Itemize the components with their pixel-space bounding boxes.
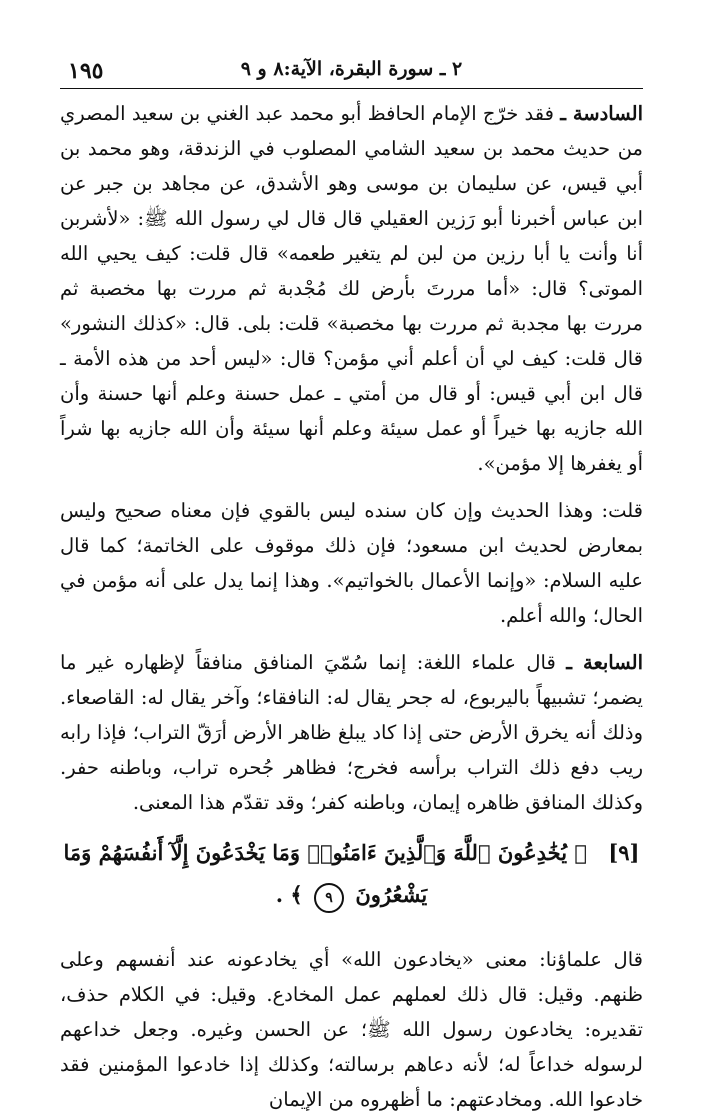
quran-verse	[60, 832, 643, 916]
ayah-marker-icon: ٩	[314, 883, 344, 913]
running-title: ٢ ـ سورة البقرة، الآية:٨ و ٩	[240, 58, 463, 80]
paragraph-seventh	[60, 645, 643, 820]
paragraph-text: فقد خرّج الإمام الحافظ أبو محمد عبد الغني بن سعيد المصري من حديث محمد بن سعيد الشامي المصلوب في الزندقة، وهو محمد بن أبي قيس، عن سليمان بن موسى وهو الأشدق، عن مجاهد بن جبر عن ابن عباس أخبرنا أبو رَزين العقيلي قال قال لي رسول الله ﷺ: «لأشربن أنا وأنت يا أبا رزين من لبن لم يتغير طعمه» قال قلت: كيف يحيي الله الموتى؟ قال: «أما مررتَ بأرض لك مُجْدبة ثم مررت بها مخصبة ثم مررت بها مجدبة ثم مررت بها مخصبة» قلت: بلى. قال: «كذلك النشور» قال قلت: كيف لي أن أعلم أني مؤمن؟ قال: «ليس أحد من هذه الأمة ـ قال ابن أبي قيس: أو قال من أمتي ـ عمل حسنة وعلم أنها حسنة وأن الله جازيه بها خيراً أو عمل سيئة وعلم أنها سيئة وأن الله جازيه بها شراً أو يغفرها إلا مؤمن».	[60, 102, 643, 475]
verse-number: [٩]	[608, 840, 640, 865]
paragraph-text: قال علماء اللغة: إنما سُمّيَ المنافق منافقاً لإظهاره غير ما يضمر؛ تشبيهاً باليربوع، له جحر يقال له: النافقاء؛ وآخر يقال له: القاصعاء. وذلك أنه يخرق الأرض حتى إذا كاد يبلغ ظاهر الأرض أرَقّ التراب؛ فإذا رابه ريب دفع ذلك التراب برأسه فخرج؛ فظاهر جُحره تراب، وباطنه حفر. وكذلك المنافق ظاهره إيمان، وباطنه كفر؛ وقد تقدّم هذا المعنى.	[60, 651, 643, 814]
paragraph-commentary	[60, 493, 643, 633]
verse-open-bracket: ﴿	[574, 840, 588, 865]
paragraph-text: قلت: وهذا الحديث وإن كان سنده ليس بالقوي فإن معناه صحيح وليس بمعارض لحديث ابن مسعود؛ فإن ذلك موقوف على الخاتمة؛ كما قال عليه السلام: «وإنما الأعمال بالخواتيم». وهذا إنما يدل على أنه مؤمن في الحال؛ والله أعلم.	[60, 499, 643, 627]
verse-close-bracket: ﴾ .	[275, 882, 303, 907]
paragraph-lead: السادسة ـ	[560, 102, 643, 125]
page-body	[60, 96, 643, 1117]
paragraph-lead: السابعة ـ	[566, 651, 643, 674]
page-header	[60, 52, 643, 89]
paragraph-tafsir	[60, 942, 643, 1117]
paragraph-text: قال علماؤنا: معنى «يخادعون الله» أي يخادعونه عند أنفسهم وعلى ظنهم. وقيل: قال ذلك لعملهم عمل المخادع. وقيل: في الكلام حذف، تقديره: يخادعون رسول الله ﷺ؛ عن الحسن وغيره. وجعل خداعهم لرسوله خداعاً له؛ لأنه دعاهم برسالته؛ وكذلك إذا خادعوا المؤمنين فقد خادعوا الله. ومخادعتهم: ما أظهروه من الإيمان	[60, 948, 643, 1111]
paragraph-sixth	[60, 96, 643, 481]
verse-text: يُخَٰدِعُونَ ٱللَّهَ وَٱلَّذِينَ ءَامَنُوا۟ وَمَا يَخْدَعُونَ إِلَّآ أَنفُسَهُمْ وَمَا يَشْعُرُونَ	[63, 840, 568, 907]
page-number: ١٩٥	[68, 58, 104, 84]
